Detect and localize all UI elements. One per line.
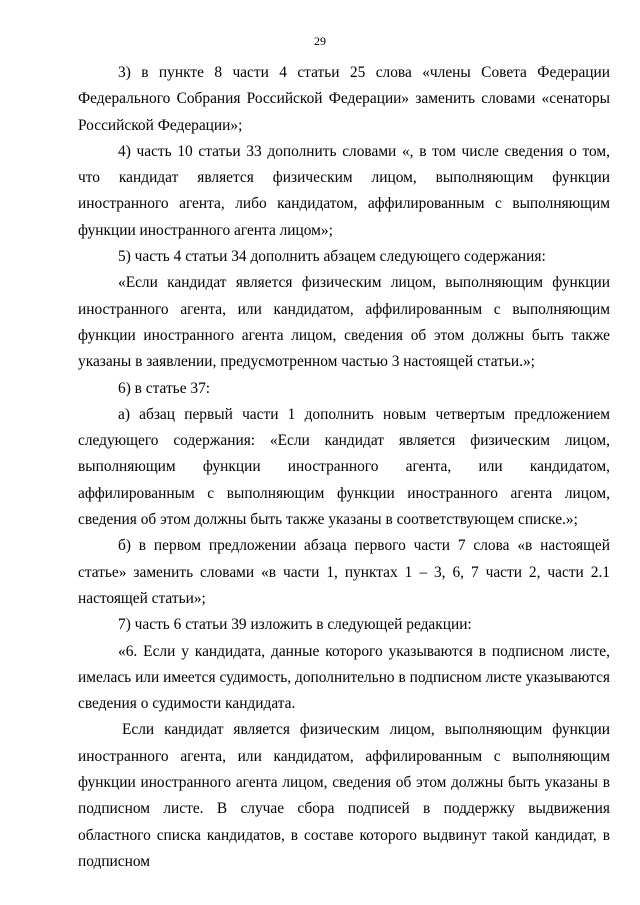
paragraph-item-4: 4) часть 10 статьи 33 дополнить словами «, в том числе сведения о том, что кандидат является физическим лицом, выполняющим функции иностранного агента, либо кандидатом, аффилированным с выполняющим функции иностранного агента лицом»; (78, 142, 610, 239)
page-number: 29 (314, 34, 326, 48)
document-body (78, 60, 610, 875)
paragraph-quote-article-34: «Если кандидат является физическим лицом, выполняющим функции иностранного агента, или кандидатом, аффилированным с выполняющим функции иностранного агента лицом, сведения об этом должны быть также указаны в заявлении, предусмотренном частью 3 настоящей статьи.»; (78, 274, 610, 371)
paragraph-item-3: 3) в пункте 8 части 4 статьи 25 слова «члены Совета Федерации Федерального Собрания Российской Федерации» заменить словами «сенаторы Российской Федерации»; (78, 64, 610, 134)
paragraph-item-7: 7) часть 6 статьи 39 изложить в следующей редакции: (118, 616, 472, 634)
paragraph-quote-part-6: «6. Если у кандидата, данные которого указываются в подписном листе, имелась или имеется судимость, дополнительно в подписном листе указываются сведения о судимости кандидата. (78, 642, 610, 713)
paragraph-item-5: 5) часть 4 статьи 34 дополнить абзацем следующего содержания: (118, 248, 546, 266)
paragraph-foreign-agent-signature-sheet: Если кандидат является физическим лицом, выполняющим функции иностранного агента, или кандидатом, аффилированным с выполняющим функции иностранного агента лицом, сведения об этом должны быть указаны в подписном листе. В случае сбора подписей в поддержку выдвижения областного списка кандидатов, в составе которого выдвинут такой кандидат, в подписном (78, 721, 610, 870)
paragraph-subitem-b: б) в первом предложении абзаца первого части 7 слова «в настоящей статье» заменить словами «в части 1, пунктах 1 – 3, 6, 7 части 2, части 2.1 настоящей статьи»; (78, 537, 610, 607)
paragraph-subitem-a: а) абзац первый части 1 дополнить новым четвертым предложением следующего содержания: «Если кандидат является физическим лицом, выполняющим функции иностранного агента, или кандидатом, аффилированным с выполняющим функции иностранного агента лицом, сведения об этом должны быть также указаны в соответствующем списке.»; (78, 405, 610, 529)
paragraph-item-6: 6) в статье 37: (118, 379, 211, 397)
